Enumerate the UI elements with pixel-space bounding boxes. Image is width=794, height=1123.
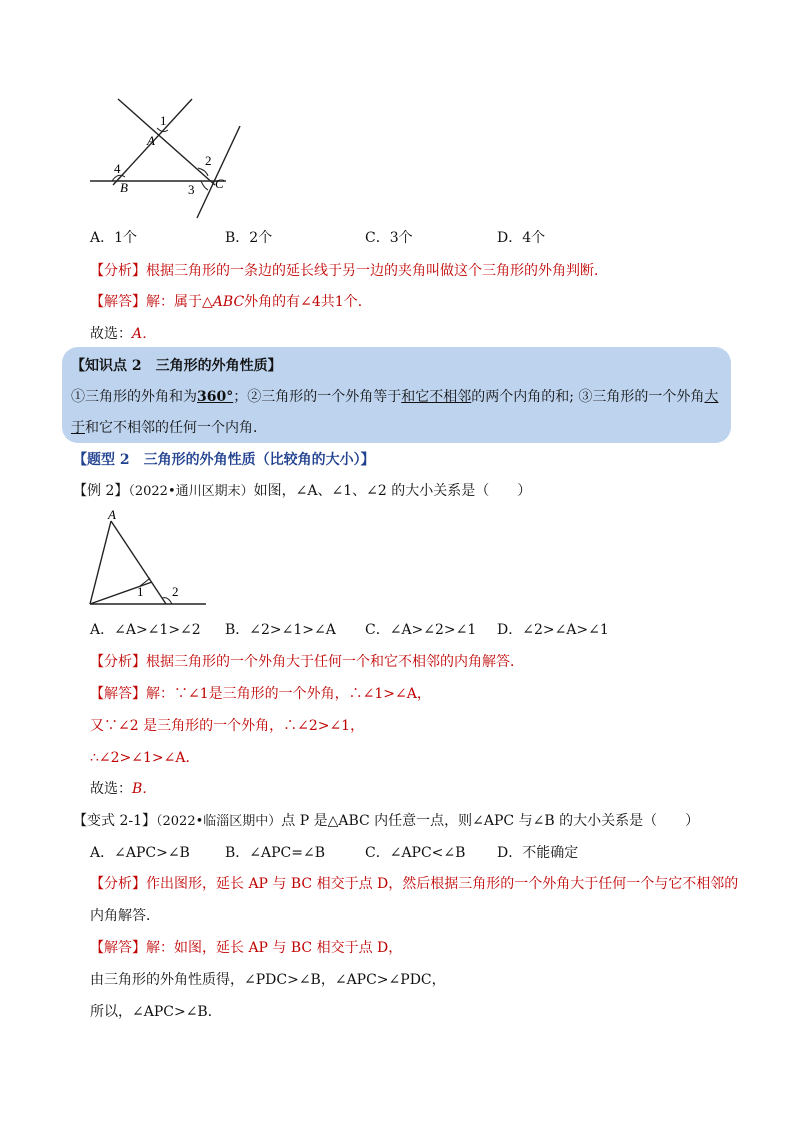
kp-text-c: ；②三角形的一个外角等于 [233,389,402,405]
fig1-label-b: B [120,180,128,195]
choose-label: 故选： [90,781,132,797]
q1-option-c[interactable]: C．3个 [365,230,413,246]
fig1-line-c [197,126,240,218]
example-2-options [90,620,730,640]
ex2-choose [90,779,156,799]
choose-value: B． [132,781,157,797]
example-question: 如图，∠A、∠1、∠2 的大小关系是（ ） [253,483,532,499]
kp-value-360: 360° [197,389,234,405]
ex2-option-b[interactable]: B．∠2>∠1>∠A [225,622,336,638]
q1-choose [90,324,156,344]
variant-source: （2022•临淄区期中） [156,814,282,829]
kp-text-e: 的两个内角的和; ③三角形的一个外角 [471,389,705,405]
ex2-answer-line-3: ∴∠2>∠1>∠A． [90,750,200,766]
var21-option-b[interactable]: B．∠APC=∠B [225,845,326,861]
fig2-label-a: A [108,507,116,522]
answer-tag: 【解答】 [90,940,146,956]
fig1-label-a: A [147,133,155,148]
variant-question: 点 P 是△ABC 内任意一点，则∠APC 与∠B 的大小关系是（ ） [281,813,700,829]
variant-2-1-stem [73,811,699,832]
type-2-title: 【题型 2 三角形的外角性质（比较角的大小）】 [73,452,375,468]
answer-text: 解：属于△ [146,294,213,310]
var21-analysis-line-2: 内角解答． [90,908,160,924]
analysis-text: 根据三角形的一个外角大于任何一个和它不相邻的内角解答． [146,654,524,670]
analysis-tag: 【分析】 [90,876,146,892]
q1-option-d[interactable]: D．4个 [497,230,546,246]
fig1-label-4: 4 [114,161,121,176]
fig1-line-ac [118,99,215,185]
ex2-answer-line-2: 又∵∠2 是三角形的一个外角，∴∠2>∠1， [90,718,365,734]
kp-text-h: 和它不相邻的任何一个内角． [85,420,267,436]
variant-2-1-options [90,843,730,863]
answer-text: 解：∵∠1是三角形的一个外角，∴∠1>∠A， [146,686,431,702]
fig1-label-2: 2 [205,153,212,168]
kp-text-f: 大 [704,389,719,405]
example-tag: 【例 2】 [73,483,129,499]
var21-option-c[interactable]: C．∠APC<∠B [365,845,466,861]
var21-option-d[interactable]: D．不能确定 [497,845,579,861]
q1-analysis [90,261,608,281]
example-source: （2022•通川区期末） [128,484,254,499]
answer-text-end: 外角的有∠4共1个． [244,294,372,310]
q1-options [90,228,730,248]
triangle-name: ABC [212,294,245,310]
fig2-side-a-bottom-left [90,521,111,604]
kp-text-a: ①三角形的外角和为 [71,389,197,405]
ex2-option-c[interactable]: C．∠A>∠2>∠1 [365,622,477,638]
answer-tag: 【解答】 [90,294,146,310]
fig2-label-1: 1 [137,584,144,599]
kp-text-g: 于 [71,420,85,436]
fig1-arc-1 [157,128,168,132]
choose-value: A． [132,326,157,342]
analysis-text: 根据三角形的一条边的延长线于另一边的夹角叫做这个三角形的外角判断． [146,263,608,279]
var21-option-a[interactable]: A．∠APC>∠B [90,845,190,861]
example-2-stem [73,481,531,502]
kp-text-d: 和它不相邻 [401,389,472,405]
variant-tag: 【变式 2-1】 [73,813,156,829]
knowledge-line-1 [71,387,718,407]
ex2-option-a[interactable]: A．∠A>∠1>∠2 [90,622,201,638]
ex2-analysis [90,652,524,672]
fig2-label-2: 2 [172,584,179,599]
fig1-label-3: 3 [188,182,195,197]
fig1-label-c: C [215,176,224,191]
var21-analysis-line-1 [90,874,738,894]
fig1-arc-3 [201,181,208,190]
ex2-option-d[interactable]: D．∠2>∠A>∠1 [497,622,609,638]
knowledge-line-2 [71,418,267,438]
analysis-tag: 【分析】 [90,654,146,670]
answer-text: 解：如图，延长 AP 与 BC 相交于点 D， [146,940,403,956]
q1-answer [90,292,372,312]
choose-label: 故选： [90,326,132,342]
q1-option-b[interactable]: B．2个 [225,230,273,246]
q1-option-a[interactable]: A．1个 [90,230,138,246]
var21-answer-line-2: 由三角形的外角性质得，∠PDC>∠B，∠APC>∠PDC， [90,972,446,988]
var21-answer-line-3: 所以，∠APC>∠B． [90,1004,222,1020]
figure-1-geometry [80,92,260,227]
figure-2-triangle [84,505,214,610]
var21-answer-line-1 [90,938,402,958]
ex2-answer-line-1 [90,684,431,704]
analysis-text: 作出图形，延长 AP 与 BC 相交于点 D，然后根据三角形的一个外角大于任何一个与它不相邻的 [146,876,739,892]
answer-tag: 【解答】 [90,686,146,702]
fig1-label-1: 1 [160,113,167,128]
knowledge-title: 【知识点 2 三角形的外角性质】 [71,358,282,374]
analysis-tag: 【分析】 [90,263,146,279]
